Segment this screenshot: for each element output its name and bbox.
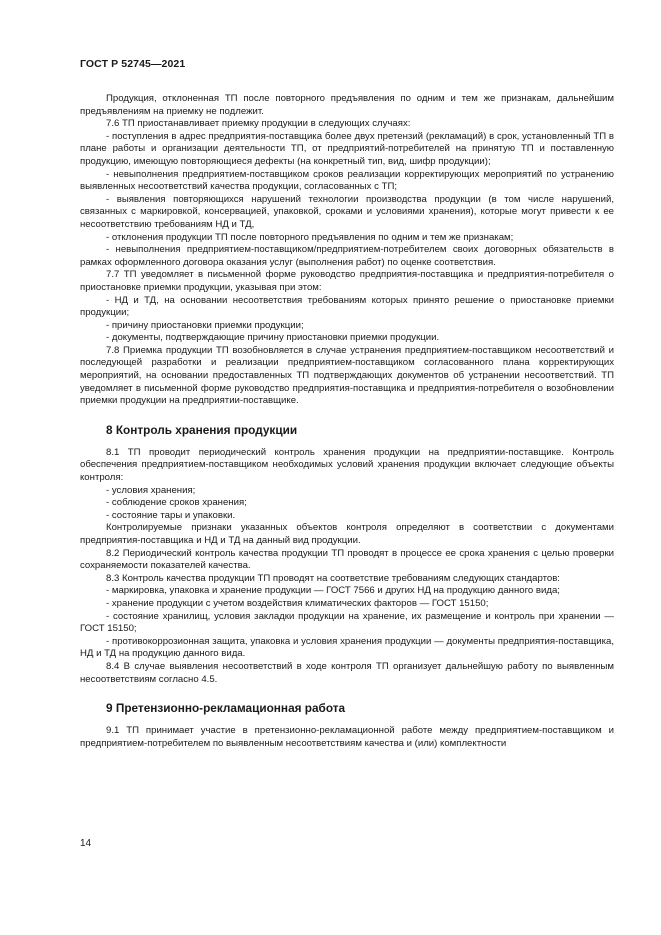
- clause-7-8: 7.8 Приемка продукции ТП возобновляется в случае устранения предприятием-поставщиком несоответствий и последующей разработки и реализации предприятием-поставщиком согласованного плана корректирующих мероприятий, на основании предоставленных ТП подтверждающих документов об устранении несоответствий. ТП уведомляет в письменной форме руководство предприятия-поставщика и предприятия-потребителя о возобновлении приемки продукции на предприятии-поставщике.: [80, 344, 614, 407]
- section-heading-8: 8 Контроль хранения продукции: [106, 422, 298, 437]
- list-item: - соблюдение сроков хранения;: [106, 497, 247, 509]
- paragraph: Контролируемые признаки указанных объектов контроля определяют в соответствии с документами предприятия-поставщика и НД и ТД на данный вид продукции.: [80, 522, 614, 546]
- clause-9-1: 9.1 ТП принимает участие в претензионно-рекламационной работе между предприятием-поставщиком и предприятием-потребителем по выявленным несоответствиям качества и (или) комплектности: [80, 725, 614, 749]
- list-item: - поступления в адрес предприятия-поставщика более двух претензий (рекламаций) в срок, установленный ТП в плане работы и организации деятельности ТП, от предприятий-потребителей на принятую ТП и поставленную продукцию, имеющую повторяющиеся дефекты (на конкретный тип, вид, шифр продукции);: [80, 130, 614, 167]
- list-item: - состояние тары и упаковки.: [106, 509, 236, 521]
- section-heading-9: 9 Претензионно-рекламационная работа: [106, 701, 346, 716]
- clause-8-1: 8.1 ТП проводит периодический контроль хранения продукции на предприятии-поставщике. Контроль обеспечения предприятием-поставщиком необходимых условий хранения продукции включает следующие объекты контроля:: [80, 446, 614, 484]
- list-item: - документы, подтверждающие причину приостановки приемки продукции.: [106, 332, 440, 344]
- list-item: - хранение продукции с учетом воздействия климатических факторов — ГОСТ 15150;: [106, 597, 489, 609]
- list-item: - противокоррозионная защита, упаковка и условия хранения продукции — документы предприятия-поставщика, НД и ТД на продукцию данного вида.: [80, 635, 614, 660]
- list-item: - маркировка, упаковка и хранение продукции — ГОСТ 7566 и других НД на продукцию данного вида;: [106, 585, 560, 597]
- clause-7-7: 7.7 ТП уведомляет в письменной форме руководство предприятия-поставщика и предприятия-потребителя о приостановке приемки продукции, указывая при этом:: [80, 269, 614, 293]
- list-item: - невыполнения предприятием-поставщиком сроков реализации корректирующих мероприятий по устранению выявленных несоответствий качества продукции, согласованных с ТП;: [80, 168, 614, 193]
- page-content: [80, 93, 614, 750]
- paragraph: Продукция, отклоненная ТП после повторного предъявления по одним и тем же признакам, дальнейшим предъявлениям на приемку не подлежит.: [80, 93, 614, 117]
- list-item: - НД и ТД, на основании несоответствия требованиям которых принято решение о приостановке приемки продукции;: [80, 294, 614, 319]
- list-item: - состояние хранилищ, условия закладки продукции на хранение, их размещение и контроль при хранении — ГОСТ 15150;: [80, 610, 614, 635]
- list-item: - невыполнения предприятием-поставщиком/предприятием-потребителем своих договорных обязательств в рамках оформленного договора оказания услуг (выполнения работ) по оценке соответствия.: [80, 244, 614, 268]
- document-header: ГОСТ Р 52745—2021: [80, 58, 186, 70]
- clause-8-3: 8.3 Контроль качества продукции ТП проводят на соответствие требованиям следующих стандартов:: [106, 572, 560, 584]
- list-item: - выявления повторяющихся нарушений технологии производства продукции (в том числе нарушений, связанных с маркировкой, консервацией, упаковкой, сроками и условиями хранения), которые могут привести к ее несоответствию требованиям НД и ТД,: [80, 193, 614, 230]
- list-item: - причину приостановки приемки продукции;: [106, 319, 304, 331]
- clause-7-6: 7.6 ТП приостанавливает приемку продукции в следующих случаях:: [106, 118, 411, 130]
- page-number: 14: [80, 838, 92, 849]
- list-item: - условия хранения;: [106, 484, 196, 496]
- list-item: - отклонения продукции ТП после повторного предъявления по одним и тем же признакам;: [106, 231, 514, 243]
- clause-8-2: 8.2 Периодический контроль качества продукции ТП проводят в процессе ее срока хранения с целью проверки сохраняемости показателей качества.: [80, 547, 614, 572]
- clause-8-4: 8.4 В случае выявления несоответствий в ходе контроля ТП организует дальнейшую работу по выявленным несоответствиям согласно 4.5.: [80, 660, 614, 685]
